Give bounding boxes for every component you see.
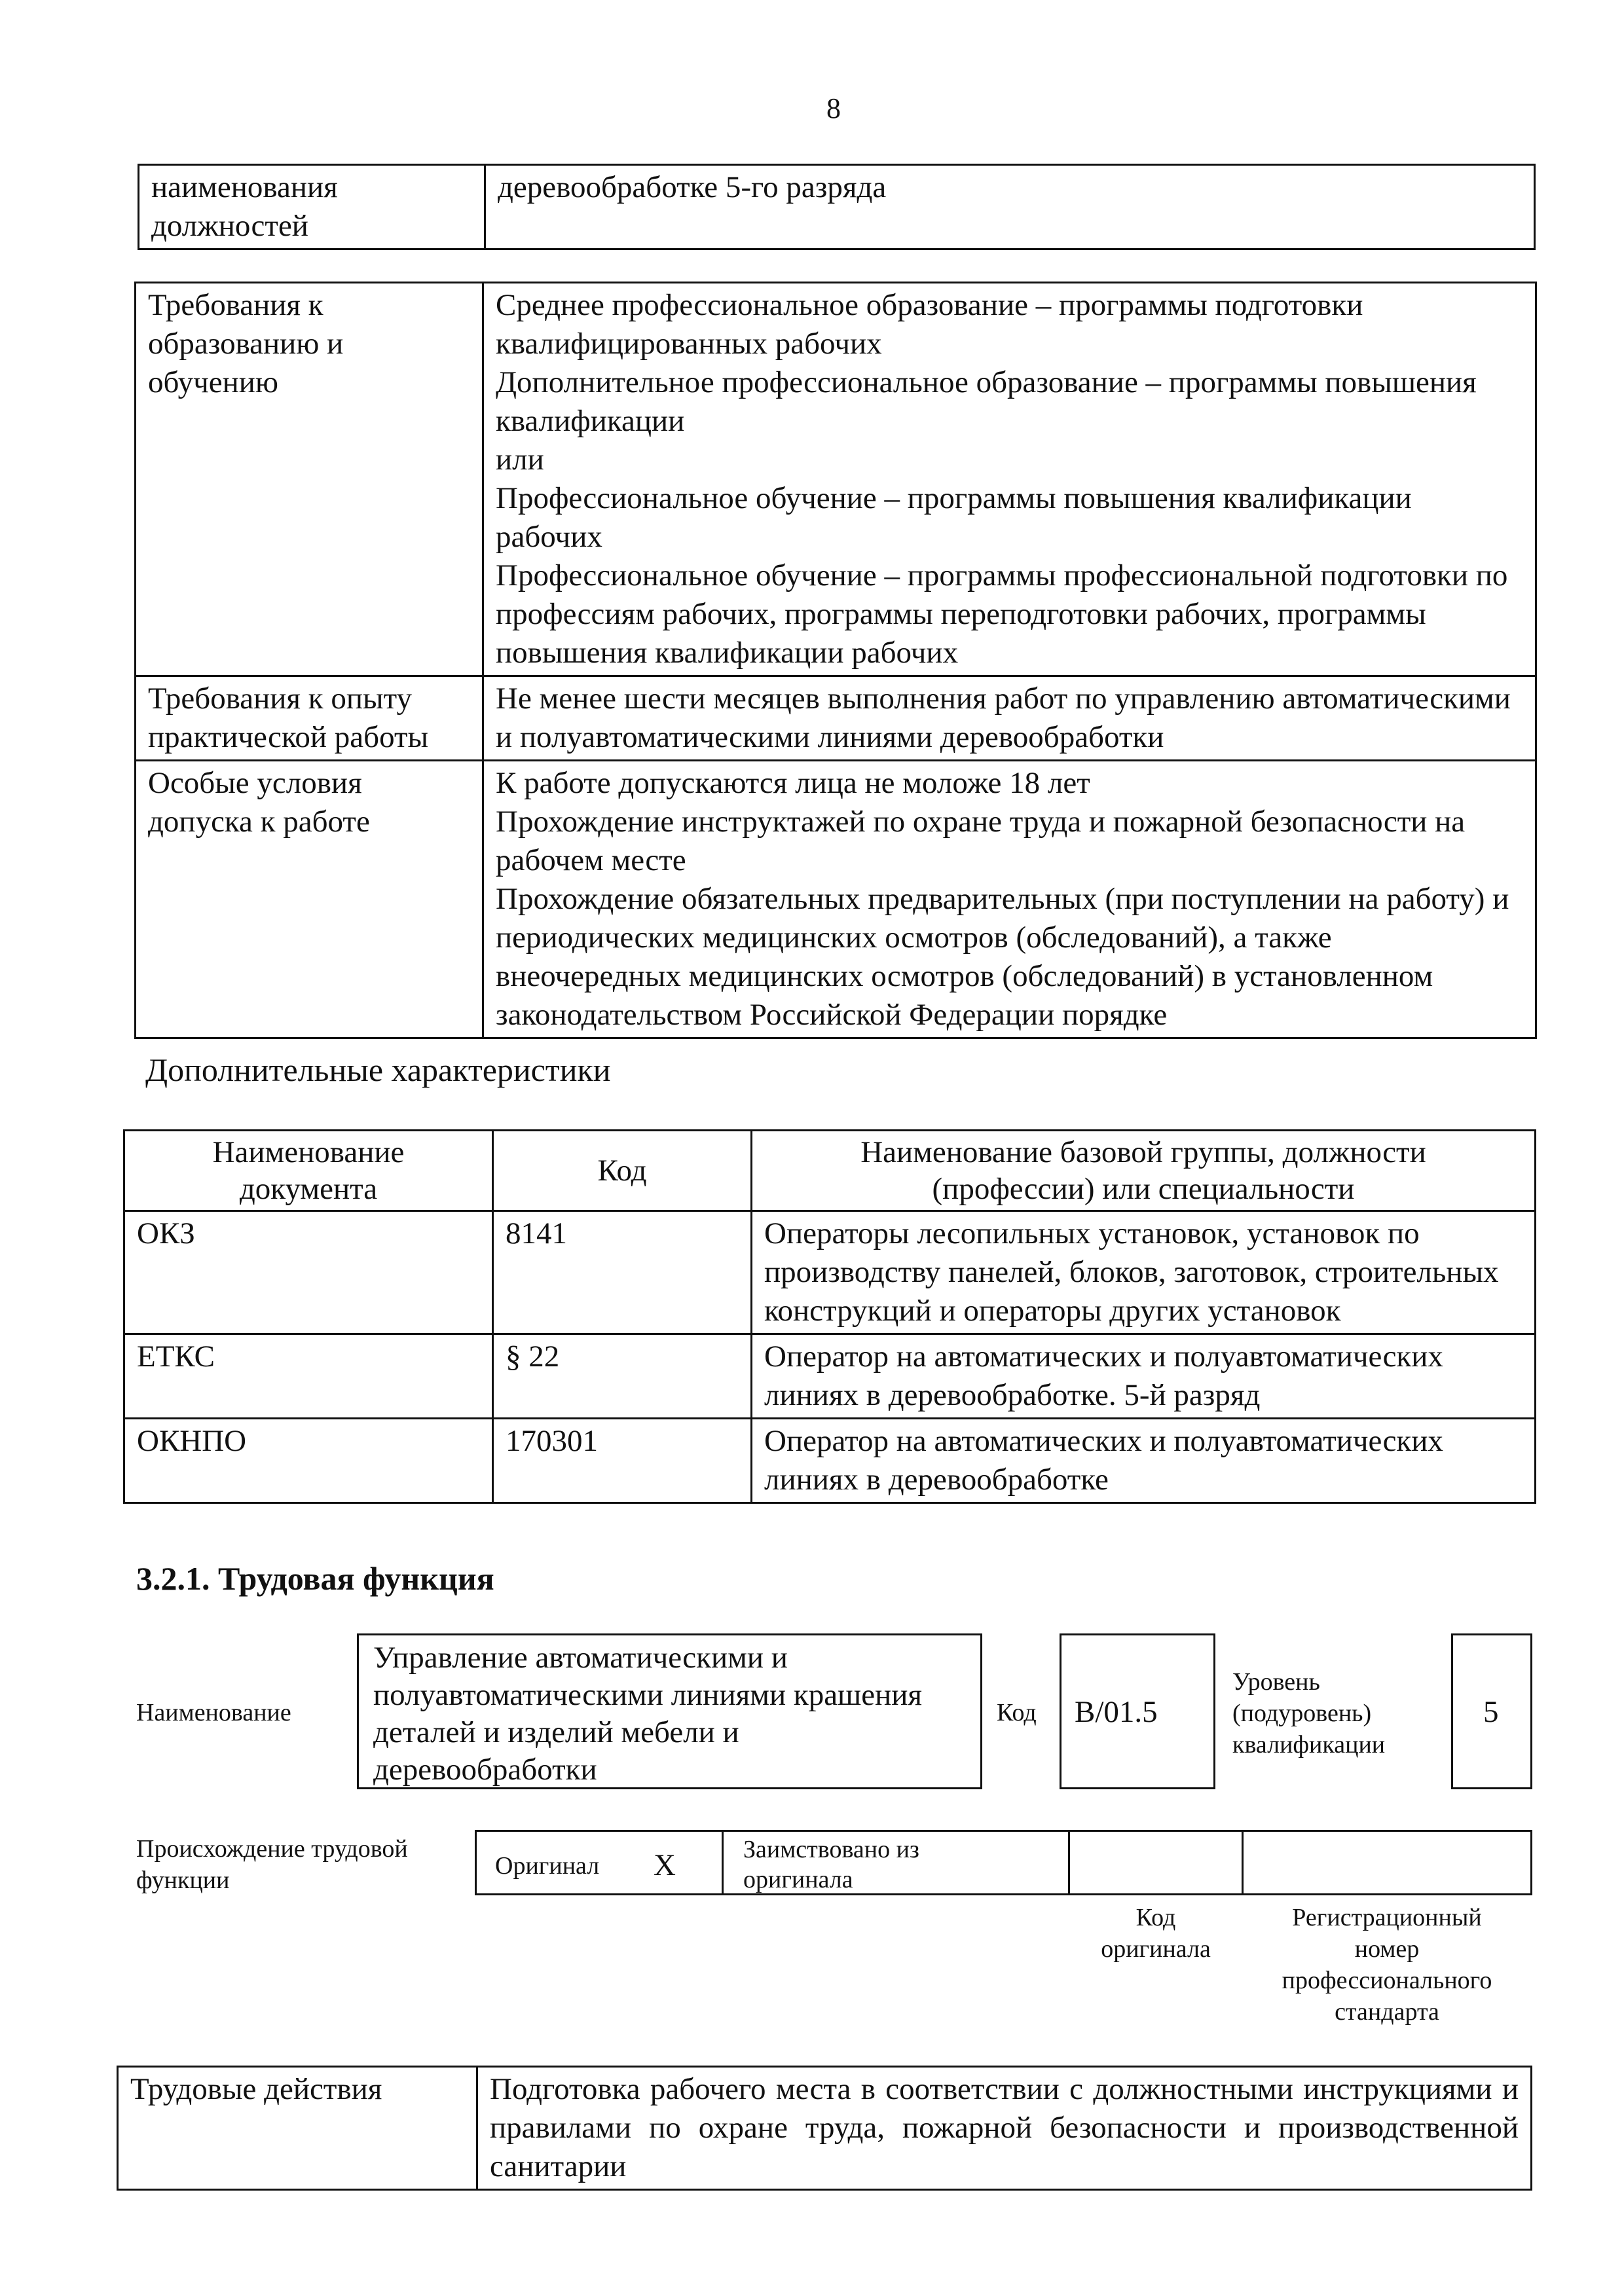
code-cell: 8141 [493, 1211, 752, 1334]
code-cell: 170301 [493, 1419, 752, 1503]
top-table-left: наименования должностей [139, 165, 485, 249]
table-header-row [124, 1131, 1536, 1211]
header-document: Наименование документа [124, 1131, 493, 1211]
top-table-right: деревообработке 5-го разряда [485, 165, 1535, 249]
table-row [136, 761, 1536, 1038]
origin-original-label: Оригинал [495, 1852, 600, 1880]
page-number: 8 [826, 92, 841, 124]
header-code: Код [493, 1131, 752, 1211]
actions-text: Подготовка рабочего места в соответствии с должностными инструкциями и правилами по охране труда, пожарной безопасности и производственной санитарии [477, 2067, 1532, 2190]
additional-table [123, 1129, 1536, 1504]
origin-code-caption: Код оригинала [1101, 1904, 1211, 1963]
function-level-value: 5 [1483, 1695, 1499, 1729]
requirements-content-experience: Не менее шести месяцев выполнения работ по управлению автоматическими и полуавтоматическими линиями деревообработки [483, 676, 1536, 761]
actions-table [117, 2066, 1532, 2191]
code-cell: § 22 [493, 1334, 752, 1419]
origin-original-mark: X [654, 1848, 676, 1882]
function-level-label: Уровень (подуровень) квалификации [1232, 1668, 1386, 1758]
function-name-box [357, 1633, 982, 1789]
origin-code-box [1068, 1830, 1244, 1895]
header-name: Наименование базовой группы, должности (профессии) или специальности [752, 1131, 1536, 1211]
doc-cell: ОКЗ [124, 1211, 493, 1334]
function-code-box [1060, 1633, 1215, 1789]
origin-reg-box [1242, 1830, 1532, 1895]
doc-cell: ЕТКС [124, 1334, 493, 1419]
requirements-content-conditions: К работе допускаются лица не моложе 18 лет Прохождение инструктажей по охране труда и пожарной безопасности на рабочем месте Прохождение обязательных предварительных (при поступлении на работу) и периодических медицинских осмотров (обследований), а также внеочередных медицинских осмотров (обследований) в установленном законодательством Российской Федерации порядке [483, 761, 1536, 1038]
table-row [136, 676, 1536, 761]
function-title: 3.2.1. Трудовая функция [136, 1560, 494, 1597]
requirements-label-education: Требования к образованию и обучению [136, 283, 483, 676]
function-name-value: Управление автоматическими и полуавтоматическими линиями крашения деталей и изделий мебели и деревообработки [373, 1641, 923, 1787]
name-cell: Оператор на автоматических и полуавтоматических линиях в деревообработке [752, 1419, 1536, 1503]
requirements-label-conditions: Особые условия допуска к работе [136, 761, 483, 1038]
table-row [124, 1419, 1536, 1503]
table-row [124, 1211, 1536, 1334]
function-level-box [1451, 1633, 1532, 1789]
name-cell: Оператор на автоматических и полуавтоматических линиях в деревообработке. 5-й разряд [752, 1334, 1536, 1419]
origin-borrowed-box: Заимствовано из оригинала [722, 1830, 1070, 1895]
doc-cell: ОКНПО [124, 1419, 493, 1503]
requirements-label-experience: Требования к опыту практической работы [136, 676, 483, 761]
origin-original-box [475, 1830, 724, 1895]
function-code-label: Код [997, 1699, 1037, 1726]
table-row [136, 283, 1536, 676]
name-cell: Операторы лесопильных установок, установок по производству панелей, блоков, заготовок, строительных конструкций и операторы других установок [752, 1211, 1536, 1334]
function-code-value: B/01.5 [1075, 1695, 1158, 1729]
additional-title: Дополнительные характеристики [145, 1051, 611, 1088]
function-name-label: Наименование [136, 1699, 291, 1726]
actions-label: Трудовые действия [118, 2067, 477, 2190]
table-row [124, 1334, 1536, 1419]
top-table [138, 164, 1536, 250]
table-row [118, 2067, 1532, 2190]
requirements-table [134, 282, 1537, 1039]
origin-reg-caption: Регистрационный номер профессионального стандарта [1282, 1904, 1492, 2026]
origin-label: Происхождение трудовой функции [136, 1835, 408, 1894]
requirements-content-education: Среднее профессиональное образование – программы подготовки квалифицированных рабочих Дополнительное профессиональное образование – программы повышения квалификации или Профессиональное обучение – программы повышения квалификации рабочих Профессиональное обучение – программы профессиональной подготовки по профессиям рабочих, программы переподготовки рабочих, программы повышения квалификации рабочих [483, 283, 1536, 676]
